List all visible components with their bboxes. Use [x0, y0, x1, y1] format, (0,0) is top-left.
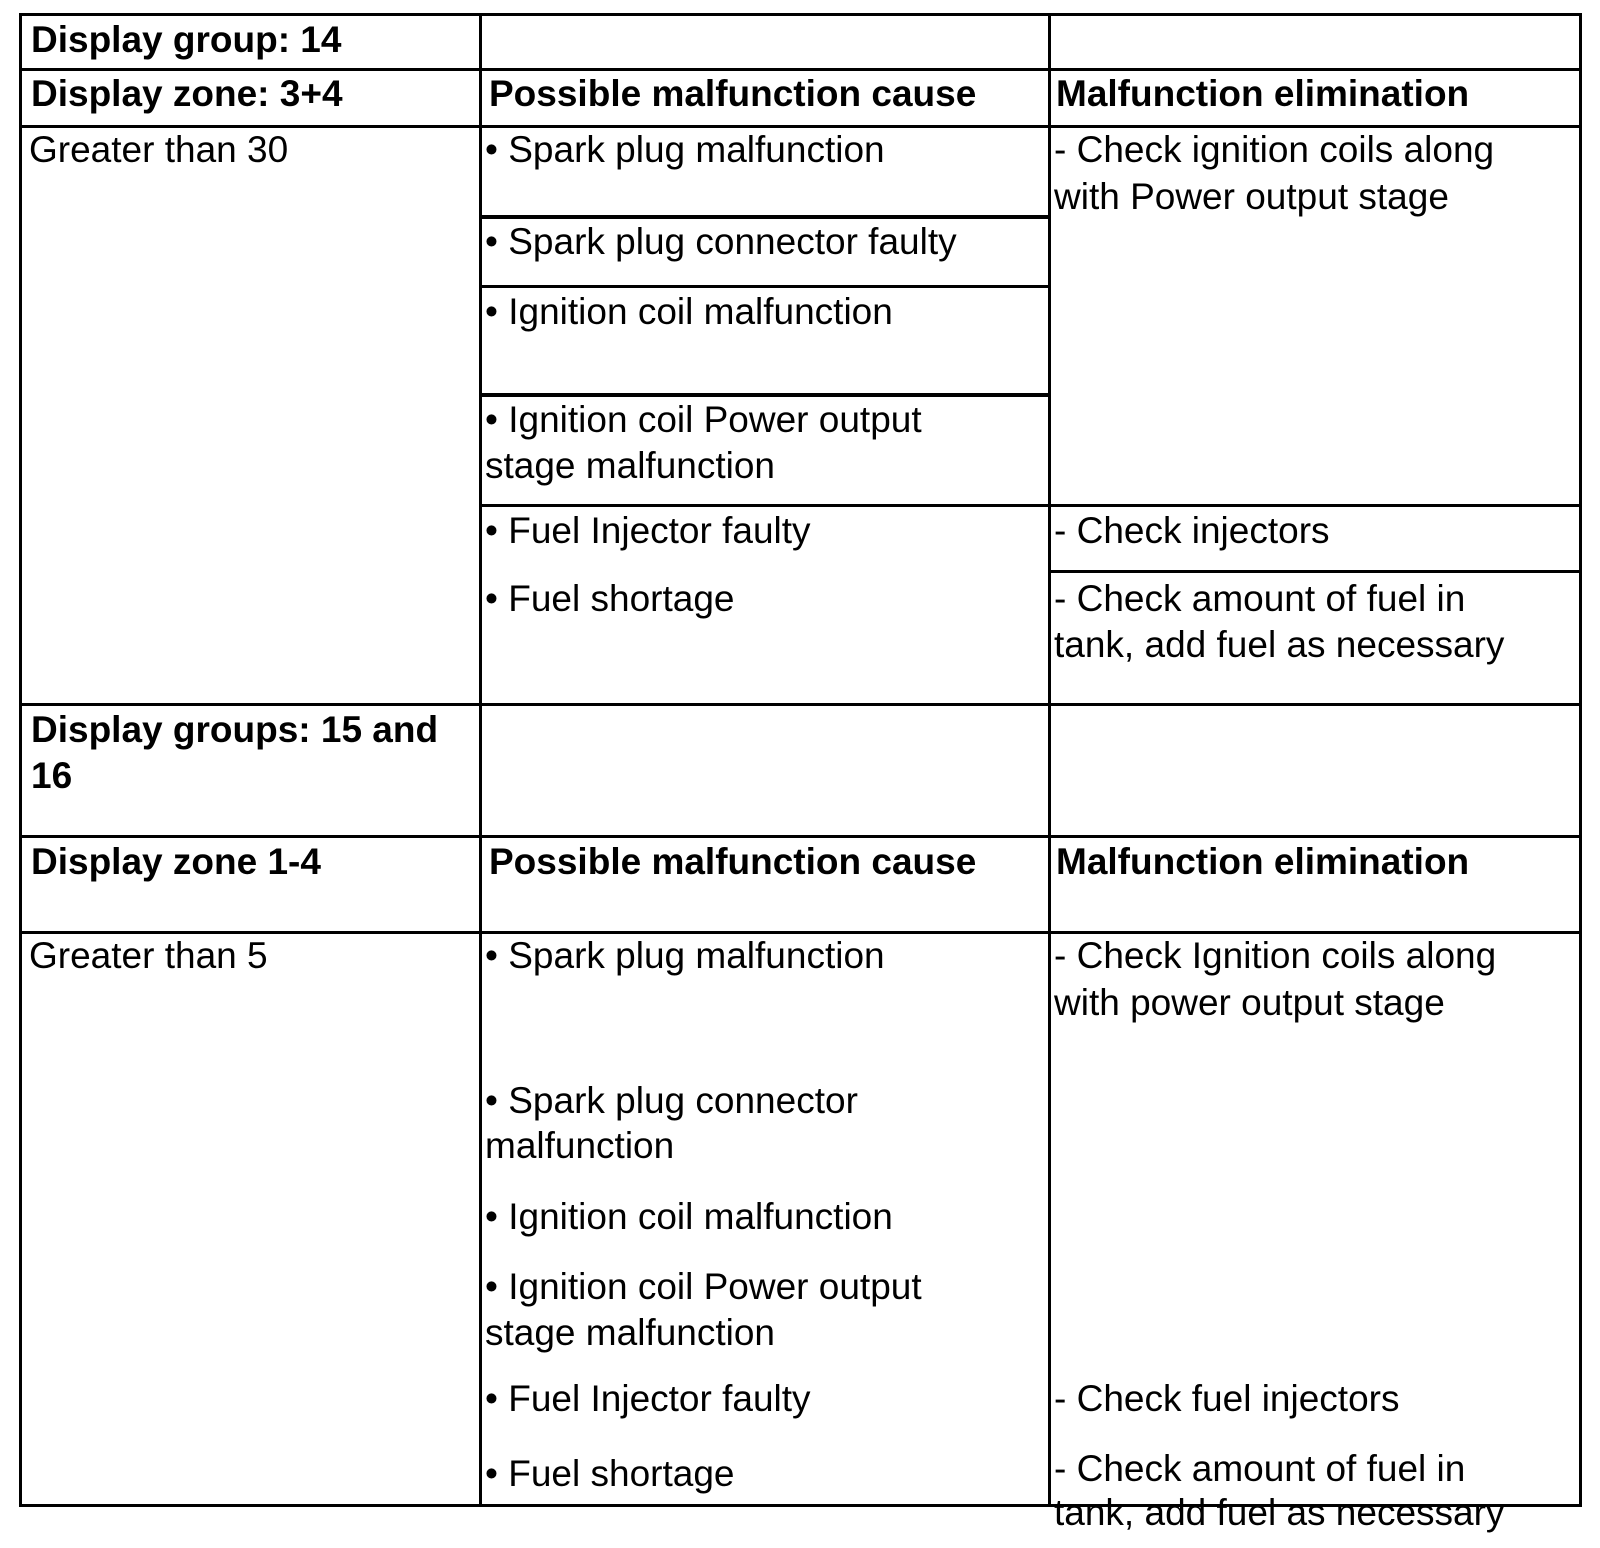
- cause-item: • Spark plug malfunction: [485, 935, 885, 976]
- cause-item: • Ignition coil Power output: [485, 399, 922, 440]
- row-divider: [19, 835, 1582, 838]
- elimination-column-header: Malfunction elimination: [1056, 73, 1470, 114]
- cause-item-continued: stage malfunction: [485, 1312, 776, 1353]
- elimination-item-continued: with power output stage: [1054, 982, 1445, 1023]
- table-border-top: [19, 13, 1582, 16]
- zone-value: Greater than 5: [29, 935, 268, 976]
- cause-item: • Spark plug connector faulty: [485, 221, 957, 262]
- elimination-item-continued: tank, add fuel as necessary: [1054, 1492, 1505, 1533]
- cause-item: • Fuel shortage: [485, 578, 735, 619]
- cause-item: • Fuel shortage: [485, 1453, 735, 1494]
- cause-item: • Spark plug malfunction: [485, 129, 885, 170]
- display-groups-15-16-title: Display groups: 15 and: [31, 709, 439, 750]
- column-divider-1: [479, 13, 482, 1507]
- cause-item: • Spark plug connector: [485, 1080, 858, 1121]
- elimination-item: - Check ignition coils along: [1054, 129, 1495, 170]
- display-groups-15-16-title-continued: 16: [31, 755, 73, 796]
- display-zone-header: Display zone 1-4: [31, 841, 321, 882]
- elimination-item-continued: with Power output stage: [1054, 176, 1449, 217]
- cause-item-continued: stage malfunction: [485, 445, 776, 486]
- elimination-item: - Check fuel injectors: [1054, 1378, 1400, 1419]
- display-group-14-title: Display group: 14: [31, 19, 342, 60]
- elimination-item: - Check amount of fuel in: [1054, 1448, 1466, 1489]
- elimination-item: - Check Ignition coils along: [1054, 935, 1497, 976]
- cause-divider: [479, 504, 1582, 507]
- elimination-item: - Check injectors: [1054, 510, 1330, 551]
- elimination-column-header: Malfunction elimination: [1056, 841, 1470, 882]
- row-divider: [19, 703, 1582, 706]
- cause-item: • Fuel Injector faulty: [485, 1378, 811, 1419]
- cause-item: • Ignition coil malfunction: [485, 1196, 893, 1237]
- cause-item: • Ignition coil malfunction: [485, 291, 893, 332]
- table-border-left: [19, 13, 22, 1507]
- cause-item: • Fuel Injector faulty: [485, 510, 811, 551]
- cause-item-continued: malfunction: [485, 1125, 675, 1166]
- display-zone-header: Display zone: 3+4: [31, 73, 343, 114]
- elimination-divider: [1048, 570, 1582, 573]
- elimination-item-continued: tank, add fuel as necessary: [1054, 624, 1505, 665]
- elimination-item: - Check amount of fuel in: [1054, 578, 1466, 619]
- table-border-right: [1579, 13, 1582, 1507]
- zone-value: Greater than 30: [29, 129, 289, 170]
- column-divider-2: [1048, 13, 1051, 1507]
- cause-item: • Ignition coil Power output: [485, 1266, 922, 1307]
- cause-divider: [479, 285, 1051, 288]
- cause-column-header: Possible malfunction cause: [489, 73, 977, 114]
- cause-column-header: Possible malfunction cause: [489, 841, 977, 882]
